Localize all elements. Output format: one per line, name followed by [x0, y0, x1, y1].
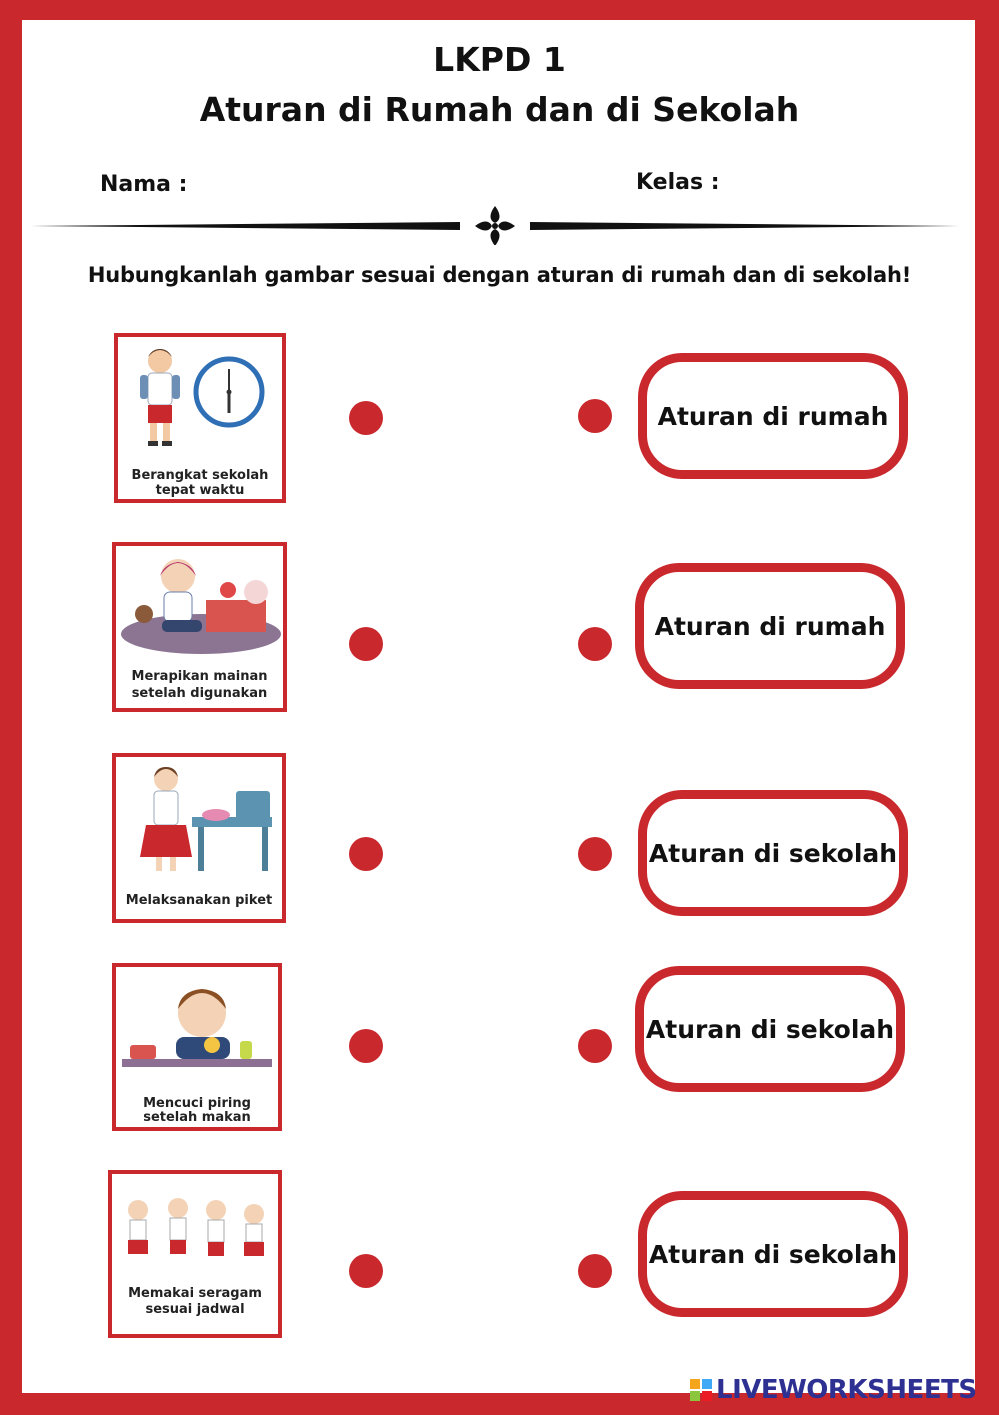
worksheet-subtitle: Aturan di Rumah dan di Sekolah [199, 90, 800, 129]
liveworksheets-logo [690, 1372, 990, 1408]
left-connector-dot-3[interactable] [349, 837, 383, 871]
card-1-caption-line-1: Berangkat sekolah [131, 468, 269, 483]
right-connector-dot-5[interactable] [578, 1254, 612, 1288]
right-connector-dot-4[interactable] [578, 1029, 612, 1063]
card-4-caption-line-2: setelah makan [143, 1110, 251, 1125]
class-label: Kelas : [636, 170, 720, 195]
picture-card-4 [112, 963, 282, 1131]
picture-card-5 [108, 1170, 282, 1338]
card-1-caption-line-2: tepat waktu [155, 483, 245, 498]
worksheet-title: LKPD 1 [433, 40, 566, 79]
left-connector-dot-4[interactable] [349, 1029, 383, 1063]
card-2-caption-line-2: setelah digunakan [131, 686, 268, 701]
card-4-caption-line-1: Mencuci piring [143, 1096, 251, 1111]
right-connector-dot-1[interactable] [578, 399, 612, 433]
picture-card-1 [114, 333, 286, 503]
instruction-text: Hubungkanlah gambar sesuai dengan aturan di rumah dan di sekolah! [87, 263, 912, 287]
left-connector-dot-5[interactable] [349, 1254, 383, 1288]
answer-box-2[interactable]: Aturan di rumah [635, 563, 905, 689]
liveworksheets-mark-icon [690, 1379, 712, 1401]
card-2-caption-line-1: Merapikan mainan [131, 669, 268, 684]
card-3-caption: Melaksanakan piket [125, 893, 273, 908]
card-5-caption-line-2: sesuai jadwal [145, 1302, 245, 1317]
name-label: Nama : [100, 172, 188, 197]
answer-box-3[interactable]: Aturan di sekolah [638, 790, 908, 916]
ornament-divider [30, 205, 960, 245]
picture-card-2 [112, 542, 287, 712]
left-connector-dot-1[interactable] [349, 401, 383, 435]
right-connector-dot-3[interactable] [578, 837, 612, 871]
answer-box-1[interactable]: Aturan di rumah [638, 353, 908, 479]
answer-box-4[interactable]: Aturan di sekolah [635, 966, 905, 1092]
left-connector-dot-2[interactable] [349, 627, 383, 661]
brand-text: LIVEWORKSHEETS [716, 1375, 977, 1405]
card-5-caption-line-1: Memakai seragam [128, 1286, 262, 1301]
picture-card-3 [112, 753, 286, 923]
answer-box-5[interactable]: Aturan di sekolah [638, 1191, 908, 1317]
right-connector-dot-2[interactable] [578, 627, 612, 661]
